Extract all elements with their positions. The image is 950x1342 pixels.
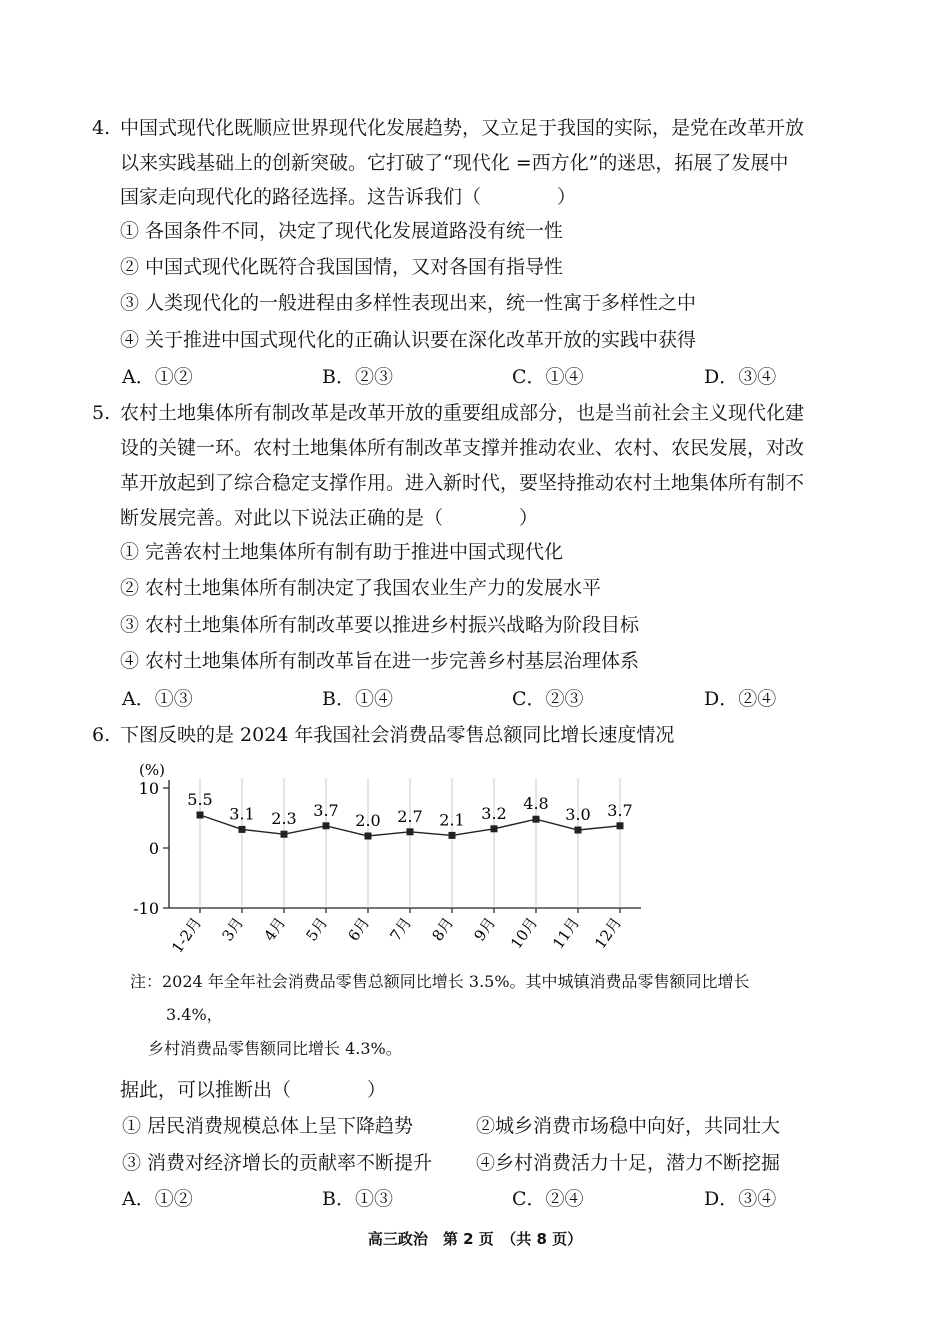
q6-option-d[interactable]: D．③④ — [704, 1188, 777, 1210]
data-label: 5.5 — [187, 790, 213, 809]
q6-note-line-3: 乡村消费品零售额同比增长 4.3%。 — [148, 1039, 402, 1058]
q4-number: 4. — [92, 117, 111, 139]
q4-statement-2: ② 中国式现代化既符合我国国情，又对各国有指导性 — [120, 256, 564, 278]
data-label: 2.0 — [355, 811, 381, 830]
q4-statement-1: ① 各国条件不同，决定了现代化发展道路没有统一性 — [120, 220, 564, 242]
q5-statement-2: ② 农村土地集体所有制决定了我国农业生产力的发展水平 — [120, 577, 602, 599]
y-axis-unit-label: (%) — [139, 761, 165, 779]
data-point — [239, 826, 246, 833]
q4-stem-line-2: 以来实践基础上的创新突破。它打破了“现代化 =西方化”的迷思，拓展了发展中 — [120, 152, 789, 174]
q5-option-b[interactable]: B．①④ — [322, 688, 393, 710]
y-tick-label: 10 — [138, 779, 159, 798]
q5-stem-line-1: 农村土地集体所有制改革是改革开放的重要组成部分，也是当前社会主义现代化建 — [120, 402, 805, 424]
q6-number: 6. — [92, 724, 111, 746]
data-point — [407, 828, 414, 835]
q5-option-d[interactable]: D．②④ — [704, 688, 777, 710]
growth-line-chart — [105, 755, 665, 970]
data-point — [575, 827, 582, 834]
data-point — [281, 831, 288, 838]
q4-option-d[interactable]: D．③④ — [704, 366, 777, 388]
q6-option-a[interactable]: A．①② — [122, 1188, 193, 1210]
q6-option-c[interactable]: C．②④ — [512, 1188, 584, 1210]
data-label: 2.7 — [397, 806, 423, 826]
x-tick-label: 6月 — [344, 913, 374, 945]
data-point — [491, 825, 498, 832]
data-label: 3.7 — [313, 800, 339, 820]
q4-statement-4: ④ 关于推进中国式现代化的正确认识要在深化改革开放的实践中获得 — [120, 329, 697, 351]
data-point — [617, 822, 624, 829]
y-tick-label: 0 — [148, 839, 159, 858]
q4-statement-3: ③ 人类现代化的一般进程由多样性表现出来，统一性寓于多样性之中 — [120, 292, 697, 314]
x-tick-label: 10月 — [506, 913, 542, 953]
q4-stem-line-3: 国家走向现代化的路径选择。这告诉我们（ ） — [120, 186, 577, 208]
data-label: 3.2 — [481, 803, 507, 823]
x-tick-label: 11月 — [548, 913, 584, 953]
x-tick-label: 1-2月 — [168, 913, 206, 957]
q4-option-a[interactable]: A．①② — [122, 366, 193, 388]
q6-option-b[interactable]: B．①③ — [322, 1188, 393, 1210]
q5-stem-line-2: 设的关键一环。农村土地集体所有制改革支撑并推动农业、农村、农民发展，对改 — [120, 437, 805, 459]
q6-statement-2: ②城乡消费市场稳中向好，共同壮大 — [476, 1115, 781, 1137]
data-label: 2.1 — [439, 810, 465, 830]
data-label: 4.8 — [523, 794, 549, 814]
data-label: 3.1 — [229, 804, 255, 824]
x-tick-label: 9月 — [470, 913, 500, 945]
data-point — [197, 812, 204, 819]
data-point — [533, 816, 540, 823]
q4-stem-line-1: 中国式现代化既顺应世界现代化发展趋势，又立足于我国的实际，是党在改革开放 — [120, 117, 805, 139]
x-tick-label: 4月 — [260, 913, 290, 945]
data-label: 2.3 — [271, 809, 297, 829]
q6-note-line-1: 注：2024 年全年社会消费品零售总额同比增长 3.5%。其中城镇消费品零售额同比增长 — [130, 972, 750, 991]
q5-stem-line-3: 革开放起到了综合稳定支撑作用。进入新时代，要坚持推动农村土地集体所有制不 — [120, 472, 805, 494]
data-point — [365, 833, 372, 840]
q6-statement-1: ① 居民消费规模总体上呈下降趋势 — [122, 1115, 414, 1137]
data-point — [449, 832, 456, 839]
data-point — [323, 822, 330, 829]
q4-option-b[interactable]: B．②③ — [322, 366, 393, 388]
data-label: 3.7 — [607, 800, 633, 820]
q6-prompt: 据此，可以推断出（ ） — [120, 1079, 387, 1101]
x-tick-label: 8月 — [428, 913, 458, 945]
q5-statement-4: ④ 农村土地集体所有制改革旨在进一步完善乡村基层治理体系 — [120, 650, 640, 672]
q6-stem: 下图反映的是 2024 年我国社会消费品零售总额同比增长速度情况 — [120, 724, 675, 746]
x-tick-label: 7月 — [386, 913, 416, 945]
y-tick-label: -10 — [133, 899, 159, 918]
q5-statement-3: ③ 农村土地集体所有制改革要以推进乡村振兴战略为阶段目标 — [120, 614, 640, 636]
q5-option-c[interactable]: C．②③ — [512, 688, 584, 710]
q6-statement-3: ③ 消费对经济增长的贡献率不断提升 — [122, 1152, 433, 1174]
q4-option-c[interactable]: C．①④ — [512, 366, 584, 388]
x-tick-label: 12月 — [590, 913, 626, 953]
q5-option-a[interactable]: A．①③ — [122, 688, 193, 710]
q5-statement-1: ① 完善农村土地集体所有制有助于推进中国式现代化 — [120, 541, 564, 563]
x-tick-label: 3月 — [218, 913, 248, 945]
q6-note-line-2: 3.4%， — [166, 1005, 223, 1024]
data-label: 3.0 — [565, 805, 591, 824]
x-tick-label: 5月 — [302, 913, 332, 945]
q5-stem-line-4: 断发展完善。对此以下说法正确的是（ ） — [120, 507, 539, 529]
q5-number: 5. — [92, 402, 111, 424]
q6-statement-4: ④乡村消费活力十足，潜力不断挖掘 — [476, 1152, 781, 1174]
page-footer: 高三政治 第 2 页 （共 8 页） — [367, 1230, 583, 1248]
